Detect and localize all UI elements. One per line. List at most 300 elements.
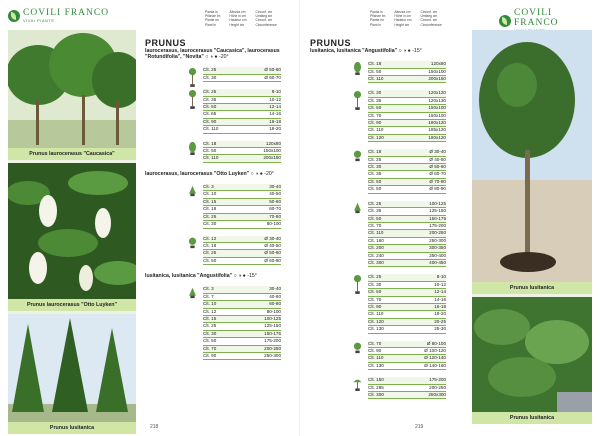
table-row [203, 104, 281, 111]
container-size: Clt. 50 [368, 105, 382, 111]
container-size: Clt. 130 [368, 326, 384, 332]
photo-lusitanica-bush [472, 297, 592, 412]
plant-size: 200-250 [429, 384, 446, 390]
lang-text: Plante en [370, 18, 384, 23]
photo-caption: Prunus laurocerasus "Otto Luyken" [8, 299, 136, 311]
size-table [203, 67, 281, 82]
size-table [368, 201, 446, 268]
plant-size: Ø 50-60 [429, 164, 446, 170]
right-page [300, 0, 600, 436]
plant-size: 18-20 [434, 311, 446, 317]
plant-size: 125-150 [264, 323, 281, 329]
plant-size: Ø 50-60 [264, 250, 281, 256]
table-row [368, 135, 446, 142]
table-row [368, 341, 446, 348]
brand-logo [8, 8, 109, 23]
container-size: Clt. 15 [203, 198, 217, 204]
table-row [368, 113, 446, 120]
lang-col-circ [255, 10, 276, 27]
plant-size: Ø 40-50 [264, 242, 281, 248]
species-section [145, 171, 295, 265]
table-row [368, 319, 446, 326]
table-row [368, 355, 446, 362]
table-row [368, 164, 446, 171]
table-row [368, 208, 446, 215]
table-row [368, 297, 446, 304]
container-size: Clt. 35 [203, 96, 217, 102]
table-row [368, 230, 446, 237]
table-row [368, 392, 446, 399]
lang-text: Height cm [229, 22, 245, 27]
table-row [203, 67, 281, 74]
plant-size: Ø 30-40 [264, 235, 281, 241]
lang-col-plant [370, 10, 385, 27]
table-row [203, 331, 281, 338]
container-size: Clt. 300 [368, 392, 384, 398]
size-table [368, 341, 446, 371]
table-row [203, 323, 281, 330]
table-row [203, 155, 281, 162]
container-size: Clt. 35 [368, 97, 382, 103]
container-size: Clt. 25 [203, 67, 217, 73]
container-size: Clt. 90 [203, 118, 217, 124]
variety-title [310, 48, 460, 54]
table-row [203, 141, 281, 148]
table-row [368, 326, 446, 333]
lang-col-plant [205, 10, 220, 27]
lang-text: Höhe in cm [229, 14, 247, 19]
container-size: Clt. 3 [203, 184, 214, 190]
table-row [203, 250, 281, 257]
container-size: Clt. 50 [368, 215, 382, 221]
bush-icon [353, 201, 362, 219]
container-size: Clt. 30 [368, 281, 382, 287]
table-row [368, 61, 446, 68]
container-size: Clt. 50 [203, 104, 217, 110]
plant-size: 400-450 [429, 259, 446, 265]
lang-text: Pflanze im [205, 14, 221, 19]
table-row [368, 216, 446, 223]
container-size: Clt. 110 [203, 126, 219, 132]
right-content [310, 38, 460, 399]
table-row [368, 377, 446, 384]
container-size: Clt. 110 [368, 127, 384, 133]
genus-title: PRUNUS [145, 38, 187, 48]
container-size: Clt. 240 [368, 252, 384, 258]
size-table [368, 61, 446, 83]
plant-size: 40-50 [269, 191, 281, 197]
ball-icon [353, 149, 362, 167]
bush-icon [188, 184, 197, 202]
lang-text: Circonf. cm [255, 10, 273, 14]
plant-size: 200-250 [264, 345, 281, 351]
table-row [368, 105, 446, 112]
table-row [203, 214, 281, 221]
table-row [203, 206, 281, 213]
plant-size: 250-300 [264, 353, 281, 358]
plant-size: 12-14 [269, 104, 281, 110]
photo-otto-luyken [8, 163, 136, 299]
plant-size: 30-40 [269, 184, 281, 190]
standard-tree-icon [353, 274, 362, 299]
table-row [203, 309, 281, 316]
variety-text: lusitanica, lusitanica "Angustifolia" [310, 48, 398, 54]
lang-text: Hauteur cm [229, 18, 247, 23]
plant-size: Ø 140-160 [424, 362, 446, 368]
standard-tree-icon [353, 90, 362, 115]
container-size: Clt. 35 [368, 171, 382, 177]
plant-size: 180x120 [428, 134, 446, 140]
plant-size: Ø 50-60 [264, 67, 281, 73]
leaf-logo-icon [499, 15, 511, 27]
photo-caption: Prunus lusitanica [8, 422, 136, 434]
plant-size: 20-25 [434, 318, 446, 324]
plant-size: Ø 120-140 [424, 355, 446, 361]
container-size: Clt. 160 [368, 237, 384, 243]
lang-text: Pflanze im [370, 14, 386, 19]
plant-size: 150x100 [428, 105, 446, 111]
brand-title: COVILI FRANCO [23, 8, 110, 18]
container-size: Clt. 130 [368, 362, 384, 368]
table-row [368, 304, 446, 311]
table-row [203, 148, 281, 155]
plant-size: 100-125 [429, 200, 446, 206]
shrub-icon [188, 141, 197, 160]
container-size: Clt. 120 [368, 318, 384, 324]
plant-size: 150-175 [264, 330, 281, 336]
container-size: Clt. 50 [368, 289, 382, 295]
container-size: Clt. 110 [368, 355, 384, 361]
shrub-icon [353, 61, 362, 80]
hardiness-temp: -20° [219, 54, 229, 61]
container-size: Clt. 65 [203, 111, 217, 117]
plant-size: 150x100 [428, 112, 446, 118]
plant-size: 150-175 [429, 215, 446, 221]
table-row [368, 120, 446, 127]
plant-size: 250x300 [428, 392, 446, 398]
size-group [310, 201, 460, 268]
table-row [368, 245, 446, 252]
plant-size: 350-400 [429, 252, 446, 258]
container-size: Clt. 285 [368, 384, 384, 390]
plant-size: Ø 60-70 [264, 74, 281, 80]
plant-size: 8-10 [271, 89, 281, 95]
language-header [205, 10, 277, 27]
container-size: Clt. 30 [203, 330, 217, 336]
photo-caption: Prunus laurocerasus "Caucasica" [8, 148, 136, 160]
size-table [203, 89, 281, 133]
container-size: Clt. 35 [368, 208, 382, 214]
plant-size: 80-100 [266, 221, 281, 227]
lang-text: Circonf. cm [420, 18, 438, 23]
container-size: Clt. 3 [203, 286, 214, 292]
plant-size: 16-18 [269, 118, 281, 124]
container-size: Clt. 90 [368, 120, 382, 126]
standard-tree-icon [188, 89, 197, 114]
size-table [368, 274, 446, 333]
left-content [145, 38, 295, 360]
container-size: Clt. 50 [203, 148, 217, 154]
size-group [145, 141, 295, 163]
size-group [145, 184, 295, 228]
table-row [368, 90, 446, 97]
plant-size: Ø 40-50 [429, 156, 446, 162]
table-row [368, 274, 446, 281]
container-size: Clt. 90 [203, 353, 217, 358]
plant-size: 175-200 [429, 222, 446, 228]
table-row [368, 260, 446, 267]
table-row [368, 69, 446, 76]
size-group [310, 341, 460, 371]
table-row [203, 301, 281, 308]
table-row [368, 76, 446, 83]
container-size: Clt. 50 [368, 178, 382, 184]
size-group [310, 61, 460, 83]
plant-size: 200x150 [263, 155, 281, 161]
container-size: Clt. 18 [203, 140, 217, 146]
sun-exposure-icon: ○ ◑ ● [232, 273, 248, 280]
lang-text: Pianta in [370, 10, 383, 14]
container-size: Clt. 110 [203, 155, 219, 161]
lang-text: Circonf. cm [255, 18, 273, 23]
size-group [310, 274, 460, 333]
table-row [368, 127, 446, 134]
ball-icon [188, 236, 197, 254]
lang-col-height [394, 10, 411, 27]
table-row [368, 282, 446, 289]
umbrella-icon [353, 377, 362, 396]
plant-size: 30-40 [269, 286, 281, 292]
size-group [145, 286, 295, 360]
lang-text: Height cm [394, 22, 410, 27]
table-row [203, 221, 281, 228]
sun-exposure-icon: ○ ◑ ● [203, 54, 219, 61]
size-group [310, 149, 460, 193]
plant-size: 120x80 [265, 140, 281, 146]
plant-size: 120x80 [430, 61, 446, 67]
container-size: Clt. 25 [368, 200, 382, 206]
table-row [368, 171, 446, 178]
plant-size: 150x100 [428, 68, 446, 74]
page-number: 219 [415, 424, 424, 430]
size-group [310, 90, 460, 142]
table-row [368, 253, 446, 260]
variety-title [145, 171, 295, 177]
container-size: Clt. 70 [203, 345, 217, 351]
species-section [145, 273, 295, 360]
table-row [203, 184, 281, 191]
hardiness-temp: -20° [264, 170, 274, 177]
plant-size: 125-150 [429, 208, 446, 214]
photo-caucasica [8, 30, 136, 148]
species-section [310, 38, 460, 399]
plant-size: Ø 80-90 [429, 186, 446, 192]
table-row [368, 186, 446, 193]
container-size: Clt. 30 [203, 74, 217, 80]
plant-size: 70-80 [269, 213, 281, 219]
table-row [368, 223, 446, 230]
plant-size: 250-300 [429, 237, 446, 243]
lang-col-height [229, 10, 246, 27]
container-size: Clt. 12 [203, 308, 217, 314]
photo-column-left [8, 30, 136, 431]
lang-text: Altezza cm [394, 10, 411, 14]
container-size: Clt. 90 [368, 303, 382, 309]
size-table [368, 377, 446, 399]
table-row [203, 97, 281, 104]
container-size: Clt. 18 [368, 149, 382, 155]
plant-size: 80-100 [266, 308, 281, 314]
plant-size: 14-16 [269, 111, 281, 117]
container-size: Clt. 18 [203, 206, 217, 212]
lang-text: Umfang cm [420, 14, 438, 19]
genus-title: PRUNUS [310, 38, 352, 48]
plant-size: 60-80 [269, 301, 281, 307]
container-size: Clt. 10 [203, 191, 217, 197]
plant-size: 175-200 [429, 377, 446, 383]
lang-text: Altezza cm [229, 10, 246, 14]
size-table [203, 141, 281, 163]
container-size: Clt. 110 [368, 230, 384, 236]
language-header [370, 10, 442, 27]
plant-size: Ø 60-70 [429, 171, 446, 177]
container-size: Clt. 12 [203, 235, 217, 241]
plant-size: 100-125 [264, 315, 281, 321]
lang-text: Plant in [370, 22, 381, 27]
container-size: Clt. 70 [368, 112, 382, 118]
size-table [203, 184, 281, 228]
table-row [203, 258, 281, 265]
variety-text: laurocerasus, laurocerasus "Otto Luyken" [145, 170, 250, 177]
container-size: Clt. 50 [368, 186, 382, 192]
container-size: Clt. 18 [368, 61, 382, 67]
container-size: Clt. 70 [368, 296, 382, 302]
species-section [145, 38, 295, 163]
container-size: Clt. 18 [203, 242, 217, 248]
table-row [368, 179, 446, 186]
plant-size: 10-12 [434, 281, 446, 287]
plant-size: 200x150 [428, 76, 446, 82]
plant-size: 120x120 [428, 90, 446, 96]
plant-size: 200-250 [429, 230, 446, 236]
table-row [203, 286, 281, 293]
plant-size: 12-14 [434, 289, 446, 295]
lang-text: Circumference [420, 22, 442, 27]
variety-text: lusitanica, lusitanica "Angustifolia" [145, 273, 233, 280]
container-size: Clt. 300 [368, 259, 384, 265]
plant-size: 185x120 [428, 127, 446, 133]
plant-size: Ø 80-100 [426, 340, 446, 346]
lang-text: Plant in [205, 22, 216, 27]
size-group [145, 67, 295, 82]
size-table [203, 236, 281, 266]
container-size: Clt. 200 [368, 245, 384, 251]
table-row [203, 111, 281, 118]
hardiness-temp: -15° [412, 48, 422, 54]
table-row [368, 363, 446, 370]
table-row [203, 316, 281, 323]
plant-size: Ø 30-40 [429, 149, 446, 155]
size-table [203, 286, 281, 360]
container-size: Clt. 25 [368, 274, 382, 280]
container-size: Clt. 30 [368, 90, 382, 96]
container-size: Clt. 50 [368, 68, 382, 74]
plant-size: 60-70 [269, 206, 281, 212]
table-row [203, 346, 281, 353]
lang-text: Circumference [255, 22, 277, 27]
plant-size: 40-60 [269, 293, 281, 299]
photo-lusitanica-standard [472, 30, 592, 282]
table-row [203, 119, 281, 126]
plant-size: 25-30 [434, 326, 446, 332]
table-row [203, 191, 281, 198]
container-size: Clt. 90 [368, 348, 382, 354]
plant-size: 18-20 [269, 126, 281, 132]
brand-subtitle: VIVAI PIANTE [23, 18, 55, 23]
container-size: Clt. 50 [203, 257, 217, 263]
brand-title: COVILI FRANCO [513, 8, 559, 28]
lang-text: Pianta in [205, 10, 218, 14]
container-size: Clt. 25 [203, 89, 217, 95]
container-size: Clt. 7 [203, 293, 214, 299]
table-row [368, 149, 446, 156]
table-row [203, 75, 281, 82]
table-row [203, 243, 281, 250]
container-size: Clt. 10 [203, 301, 217, 307]
plant-size: 150x100 [263, 148, 281, 154]
photo-caption: Prunus lusitanica [472, 412, 592, 424]
table-row [203, 294, 281, 301]
table-row [368, 311, 446, 318]
photo-lusitanica [8, 314, 136, 422]
table-row [368, 157, 446, 164]
table-row [368, 98, 446, 105]
photo-column-right [472, 30, 592, 421]
bush-icon [188, 286, 197, 304]
size-table [368, 149, 446, 193]
sun-exposure-icon: ○ ◑ ● [249, 170, 265, 177]
container-size: Clt. 50 [203, 338, 217, 344]
container-size: Clt. 25 [203, 250, 217, 256]
container-size: Clt. 150 [368, 377, 384, 383]
leaf-logo-icon [8, 10, 20, 22]
table-row [368, 385, 446, 392]
table-row [203, 353, 281, 360]
plant-size: 300-350 [429, 245, 446, 251]
container-size: Clt. 110 [368, 311, 384, 317]
table-row [203, 236, 281, 243]
plant-size: Ø 70-80 [429, 178, 446, 184]
plant-size: 16-18 [434, 303, 446, 309]
plant-size: Ø 100-120 [424, 348, 446, 354]
table-row [368, 238, 446, 245]
container-size: Clt. 110 [368, 76, 384, 82]
container-size: Clt. 25 [368, 156, 382, 162]
variety-text: laurocerasus, laurocerasus "Caucasica", laurocerasus "Rotundifolia", "Novita" [145, 48, 280, 61]
lang-text: Hauteur cm [394, 18, 412, 23]
lang-col-circ [420, 10, 441, 27]
lang-text: Circonf. cm [420, 10, 438, 14]
table-row [203, 126, 281, 133]
container-size: Clt. 25 [203, 213, 217, 219]
plant-size: 50-60 [269, 198, 281, 204]
container-size: Clt. 30 [368, 164, 382, 170]
container-size: Clt. 30 [203, 221, 217, 227]
lang-text: Plante en [205, 18, 219, 23]
container-size: Clt. 25 [203, 323, 217, 329]
table-row [368, 289, 446, 296]
plant-size: Ø 60-80 [264, 257, 281, 263]
